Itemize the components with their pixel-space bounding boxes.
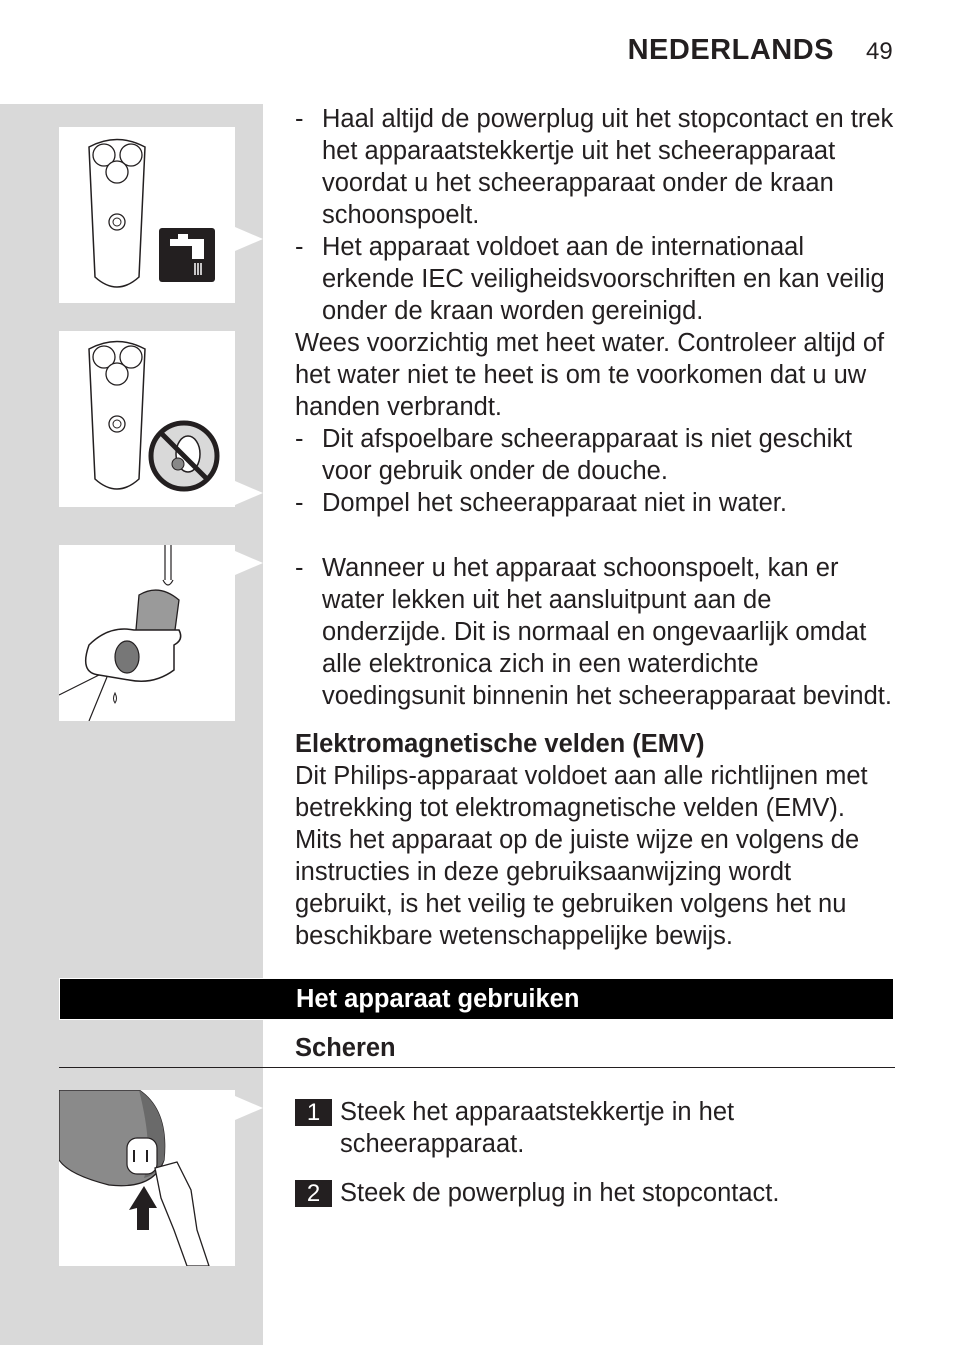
bullet-shower: - Dit afspoelbare scheerapparaat is niet geschikt voor gebruik onder de douche. xyxy=(295,423,895,487)
plug-insert-illustration xyxy=(59,1090,235,1266)
section-title: Het apparaat gebruiken xyxy=(296,985,580,1013)
figure-shaver-tap xyxy=(59,127,235,303)
figure-plug-insert xyxy=(59,1090,235,1266)
bullet-unplug: - Haal altijd de powerplug uit het stopcontact en trek het apparaatstekkertje uit het scheerapparaat voordat u het scheerapparaat onder de kraan schoonspoelt. xyxy=(295,105,894,229)
bullet-text: Wanneer u het apparaat schoonspoelt, kan er water lekken uit het aansluitpunt aan de onderzijde. Dit is normaal en ongevaarlijk omdat alle elektronica zich in een waterdichte voedingsunit binnenin het scheerapparaat bevindt. xyxy=(322,554,892,710)
section-header-bar xyxy=(59,978,894,1020)
bullet-immerse: - Dompel het scheerapparaat niet in water. xyxy=(295,487,895,519)
subsection-title: Scheren xyxy=(295,1034,396,1062)
bullet-iec: - Het apparaat voldoet aan de internationaal erkende IEC veiligheidsvoorschriften en kan veilig onder de kraan worden gereinigd. xyxy=(295,231,895,327)
figure-shaver-no-shower xyxy=(59,331,235,507)
emf-heading: Elektromagnetische velden (EMV) xyxy=(295,730,705,758)
figure-hand-rinsing xyxy=(59,545,235,721)
emf-paragraph: Dit Philips-apparaat voldoet aan alle richtlijnen met betrekking tot elektromagnetische velden (EMV). Mits het apparaat op de juiste wijze en volgens de instructies in deze gebruiksaanwijzing wordt gebruikt, is het veilig te gebruiken volgens het nu beschikbare wetenschappelijke bewijs. xyxy=(295,762,868,950)
figure-pointer xyxy=(235,551,263,575)
step-text: Steek de powerplug in het stopcontact. xyxy=(340,1179,780,1207)
bullet-leak: - Wanneer u het apparaat schoonspoelt, kan er water lekken uit het aansluitpunt aan de onderzijde. Dit is normaal en ongevaarlijk omdat alle elektronica zich in een waterdichte voedingsunit binnenin het scheerapparaat bevindt. xyxy=(295,552,895,712)
figure-pointer xyxy=(235,481,263,505)
water-tap-icon xyxy=(158,227,216,283)
divider xyxy=(59,1067,895,1068)
bullet-text: Het apparaat voldoet aan de internationaal erkende IEC veiligheidsvoorschriften en kan veilig onder de kraan worden gereinigd. xyxy=(322,233,885,325)
hand-rinsing-illustration xyxy=(59,545,235,721)
page-number: 49 xyxy=(866,38,893,65)
step-number: 1 xyxy=(295,1099,332,1126)
language-heading: NEDERLANDS xyxy=(627,34,834,66)
bullet-text: Dompel het scheerapparaat niet in water. xyxy=(322,489,787,517)
figure-pointer xyxy=(235,227,263,251)
figure-pointer xyxy=(235,1096,263,1120)
step-text: Steek het apparaatstekkertje in het scheerapparaat. xyxy=(340,1098,735,1158)
bullet-text: Haal altijd de powerplug uit het stopcontact en trek het apparaatstekkertje uit het scheerapparaat voordat u het scheerapparaat onder de kraan schoonspoelt. xyxy=(322,105,894,229)
no-shower-icon xyxy=(148,420,220,492)
bullet-text: Dit afspoelbare scheerapparaat is niet geschikt voor gebruik onder de douche. xyxy=(322,425,853,485)
step-number: 2 xyxy=(295,1180,332,1207)
hot-water-warning: Wees voorzichtig met heet water. Controleer altijd of het water niet te heet is om te voorkomen dat u uw handen verbrandt. xyxy=(295,329,885,421)
